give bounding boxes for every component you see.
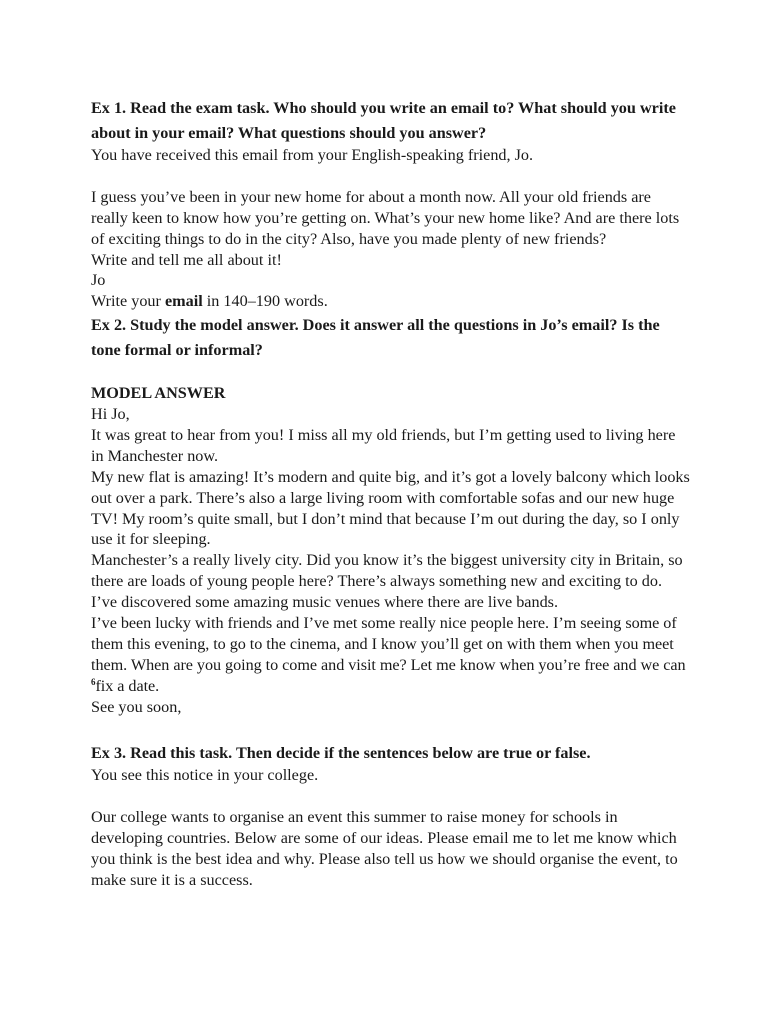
instruction-prefix: Write your: [91, 292, 165, 311]
model-paragraph-4: [91, 613, 691, 697]
ex3-heading: Ex 3. Read this task. Then decide if the sentences below are true or false.: [91, 743, 591, 762]
ex2-heading: Ex 2. Study the model answer. Does it answer all the questions in Jo’s email? Is the tone formal or informal?: [91, 316, 660, 359]
jo-email-signature: Jo: [91, 271, 106, 290]
ex1-heading: Ex 1. Read the exam task. Who should you write an email to? What should you write about in your email? What questions should you answer?: [91, 99, 676, 142]
blank-line: [91, 786, 691, 807]
jo-email-closing: Write and tell me all about it!: [91, 250, 282, 269]
instruction-bold-word: email: [164, 292, 203, 311]
paragraph-4-end: fix a date.: [95, 676, 160, 695]
ex1-instruction: [91, 291, 691, 312]
footnote-mark: 6: [91, 676, 96, 687]
model-paragraph-2: My new flat is amazing! It’s modern and quite big, and it’s got a lovely balcony which looks out over a park. There’s also a large living room with comfortable sofas and our new huge TV! My room’s quite small, but I don’t mind that because I’m out during the day, so I only use it for sleeping.: [91, 467, 690, 549]
model-signoff: See you soon,: [91, 697, 182, 716]
blank-line: [91, 362, 691, 383]
ex1-intro: You have received this email from your English-speaking friend, Jo.: [91, 146, 534, 164]
paragraph-4-text: I’ve been lucky with friends and I’ve met some really nice people here. I’m seeing some of them this evening, to go to the cinema, and I know you’ll get on with them when you meet them. When are you going to come and visit me? Let me know when you’re free and we can: [91, 614, 686, 674]
document-page: [91, 96, 691, 890]
model-paragraph-1: It was great to hear from you! I miss all my old friends, but I’m getting used to living here in Manchester now.: [91, 425, 676, 465]
model-answer-title: MODEL ANSWER: [91, 384, 226, 403]
instruction-suffix: in 140–190 words.: [202, 292, 328, 311]
college-notice: Our college wants to organise an event this summer to raise money for schools in developing countries. Below are some of our ideas. Please email me to let me know which you think is the best idea and why. Please also tell us how we should organise the event, to make sure it is a success.: [91, 807, 678, 889]
model-greeting: Hi Jo,: [91, 405, 130, 424]
blank-line: [91, 718, 691, 739]
blank-line: [91, 166, 691, 187]
model-paragraph-3: Manchester’s a really lively city. Did you know it’s the biggest university city in Britain, so there are loads of young people here? There’s always something new and exciting to do. I’ve discovered some amazing music venues where there are live bands.: [91, 551, 683, 612]
jo-email-body: I guess you’ve been in your new home for about a month now. All your old friends are really keen to know how you’re getting on. What’s your new home like? And are there lots of exciting things to do in the city? Also, have you made plenty of new friends?: [91, 187, 680, 248]
ex3-intro: You see this notice in your college.: [91, 766, 319, 785]
